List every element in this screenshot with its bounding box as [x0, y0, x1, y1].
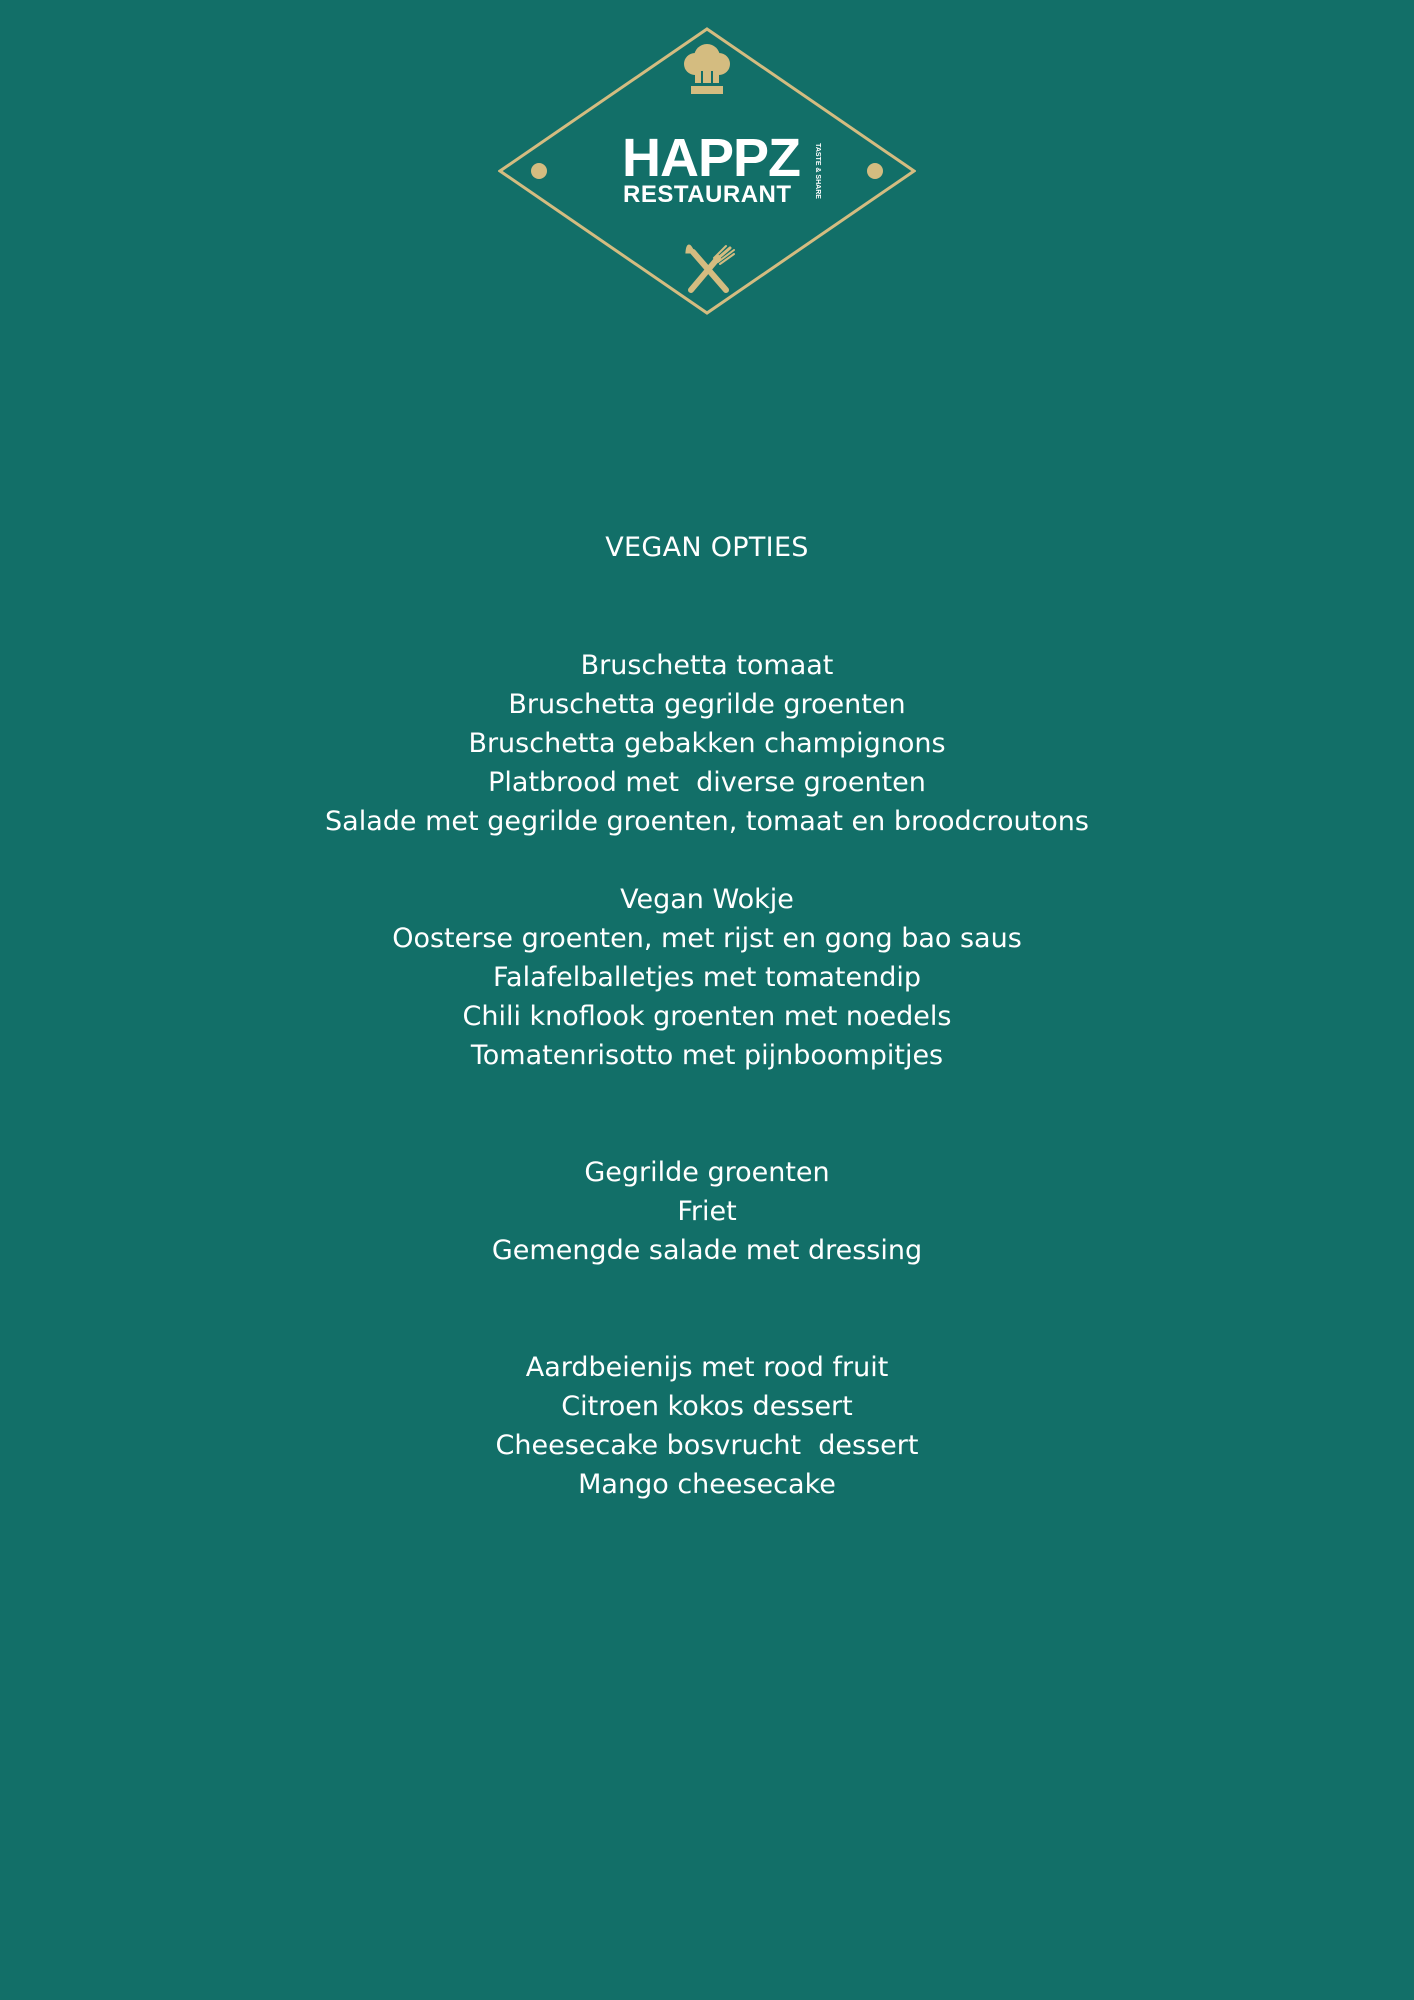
- menu-item: Bruschetta tomaat: [580, 650, 834, 681]
- menu-section-starters: [0, 646, 1414, 841]
- menu-item: Gegrilde groenten: [584, 1157, 830, 1188]
- menu-item: Vegan Wokje: [620, 884, 794, 915]
- menu-item: Oosterse groenten, met rijst en gong bao saus: [392, 923, 1022, 954]
- vegan-menu: [0, 528, 1414, 1504]
- menu-section-desserts: [0, 1348, 1414, 1504]
- chef-hat-icon: [684, 44, 730, 94]
- menu-item: Bruschetta gebakken champignons: [468, 728, 946, 759]
- menu-item: Friet: [677, 1196, 737, 1227]
- restaurant-logo: [498, 26, 916, 317]
- menu-item: Tomatenrisotto met pijnboompitjes: [470, 1040, 944, 1071]
- menu-title: VEGAN OPTIES: [605, 532, 809, 563]
- menu-item: Mango cheesecake: [578, 1469, 836, 1500]
- logo-dot-right: [867, 163, 883, 179]
- menu-item: Gemengde salade met dressing: [491, 1235, 923, 1266]
- menu-item: Bruschetta gegrilde groenten: [508, 689, 906, 720]
- menu-section-mains: [0, 880, 1414, 1075]
- cutlery-icon: [687, 246, 734, 290]
- menu-item: Salade met gegrilde groenten, tomaat en broodcroutons: [325, 806, 1089, 837]
- brand-tagline: TASTE & SHARE: [814, 143, 821, 199]
- menu-item: Aardbeienijs met rood fruit: [525, 1352, 889, 1383]
- logo-dot-left: [531, 163, 547, 179]
- brand-name: HAPPZ: [622, 128, 801, 188]
- menu-item: Platbrood met diverse groenten: [488, 767, 926, 798]
- menu-item: Falafelballetjes met tomatendip: [492, 962, 922, 993]
- menu-item: Cheesecake bosvrucht dessert: [495, 1430, 919, 1461]
- menu-section-sides: [0, 1153, 1414, 1270]
- brand-subtitle: RESTAURANT: [623, 181, 792, 208]
- menu-item: Citroen kokos dessert: [561, 1391, 853, 1422]
- menu-item: Chili knoflook groenten met noedels: [462, 1001, 952, 1032]
- logo-wordmark: [622, 128, 822, 211]
